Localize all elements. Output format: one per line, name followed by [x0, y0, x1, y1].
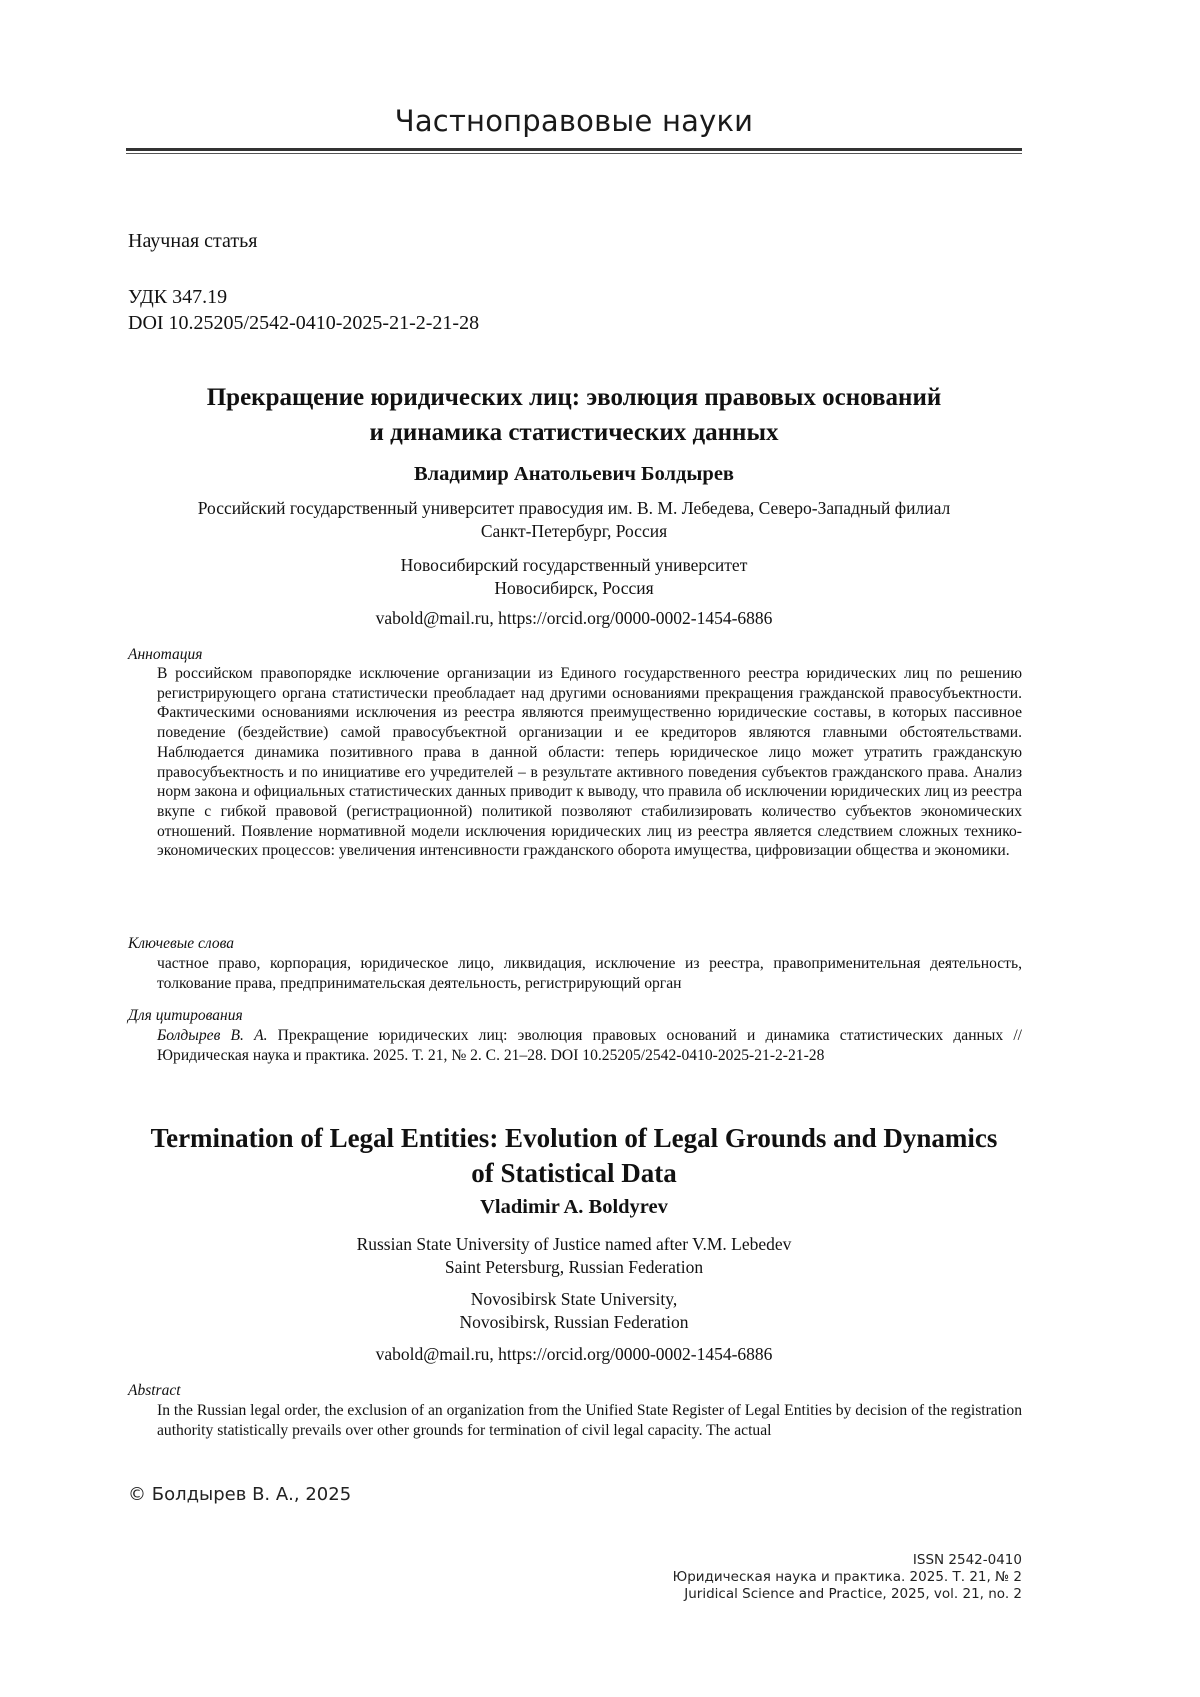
- title-en-line2: of Statistical Data: [471, 1158, 677, 1188]
- author-ru: Владимир Анатольевич Болдырев: [413, 463, 734, 485]
- affiliation-en-2-line2: Novosibirsk, Russian Federation: [459, 1312, 689, 1332]
- doi: DOI 10.25205/2542-0410-2025-21-2-21-28: [128, 312, 480, 334]
- abstract-en-label: Abstract: [128, 1382, 181, 1399]
- keywords-ru: частное право, корпорация, юридическое лицо, ликвидация, исключение из реестра, правоприменительная деятельность, толкование права, предпринимательская деятельность, регистрирующий орган: [157, 955, 1022, 992]
- affiliation-ru-2-line2: Новосибирск, Россия: [494, 578, 654, 598]
- affiliation-ru-1-line1: Российский государственный университет правосудия им. В. М. Лебедева, Северо-Западный филиал: [197, 498, 951, 518]
- article-type: Научная статья: [128, 230, 258, 252]
- copyright: © Болдырев В. А., 2025: [128, 1484, 352, 1505]
- issn: ISSN 2542-0410: [912, 1552, 1022, 1568]
- affiliation-en-1-line2: Saint Petersburg, Russian Federation: [444, 1257, 704, 1277]
- citation: [157, 1026, 1022, 1065]
- title-en: [126, 1121, 1022, 1191]
- author-en: Vladimir A. Boldyrev: [480, 1196, 668, 1218]
- journal-en: Juridical Science and Practice, 2025, vol. 21, no. 2: [684, 1586, 1022, 1602]
- affiliation-ru-1: [126, 497, 1022, 543]
- contact-en: vabold@mail.ru, https://orcid.org/0000-0002-1454-6886: [375, 1344, 773, 1364]
- affiliation-en-2: [126, 1288, 1022, 1334]
- contact-ru: vabold@mail.ru, https://orcid.org/0000-0002-1454-6886: [375, 608, 773, 628]
- citation-text: Прекращение юридических лиц: эволюция правовых оснований и динамика статистических данных // Юридическая наука и практика. 2025. Т. 21, № 2. С. 21–28. DOI 10.25205/2542-0410-2025-21-2-21-28: [157, 1027, 1022, 1064]
- section-header: Частноправовые науки: [394, 104, 754, 138]
- citation-label: Для цитирования: [128, 1007, 243, 1024]
- header-rule-thick: [126, 148, 1022, 151]
- keywords-ru-label: Ключевые слова: [128, 935, 234, 952]
- udk: УДК 347.19: [128, 286, 228, 308]
- affiliation-ru-2: [126, 554, 1022, 600]
- abstract-ru-label: Аннотация: [128, 646, 203, 663]
- affiliation-en-2-line1: Novosibirsk State University,: [470, 1289, 678, 1309]
- title-ru-line1: Прекращение юридических лиц: эволюция правовых оснований: [206, 384, 942, 411]
- affiliation-ru-2-line1: Новосибирский государственный университет: [400, 555, 748, 575]
- abstract-en: In the Russian legal order, the exclusion of an organization from the Unified State Register of Legal Entities by decision of the registration authority statistically prevails over other grounds for termination of civil legal capacity. The actual: [157, 1402, 1022, 1439]
- affiliation-en-1: [126, 1233, 1022, 1279]
- title-ru-line2: и динамика статистических данных: [369, 419, 779, 446]
- title-ru: [126, 380, 1022, 450]
- affiliation-en-1-line1: Russian State University of Justice named after V.M. Lebedev: [356, 1234, 792, 1254]
- citation-author: Болдырев В. А.: [157, 1027, 268, 1044]
- header-rule-thin: [126, 153, 1022, 154]
- journal-info: [673, 1552, 1022, 1603]
- journal-ru: Юридическая наука и практика. 2025. Т. 21, № 2: [672, 1569, 1022, 1585]
- title-en-line1: Termination of Legal Entities: Evolution of Legal Grounds and Dynamics: [150, 1123, 998, 1153]
- abstract-ru: В российском правопорядке исключение организации из Единого государственного реестра юридических лиц по решению регистрирующего органа статистически преобладает над другими основаниями прекращения гражданской правосубъектности. Фактическими основаниями исключения из реестра являются преимущественно юридические составы, в которых пассивное поведение (бездействие) самой правосубъектной организации и ее кредиторов являются главными обстоятельствами. Наблюдается динамика позитивного права в данной области: теперь юридическое лицо может утратить гражданскую правосубъектность и по инициативе его учредителей – в результате активного поведения субъектов гражданского права. Анализ норм закона и официальных статистических данных приводит к выводу, что правила об исключении юридических лиц из реестра вкупе с гибкой правовой (регистрационной) политикой позволяют стабилизировать количество субъектов экономических отношений. Появление нормативной модели исключения юридических лиц из реестра является следствием сложных технико-экономических процессов: увеличения интенсивности гражданского оборота имущества, цифровизации общества и экономики.: [157, 665, 1022, 860]
- affiliation-ru-1-line2: Санкт-Петербург, Россия: [480, 521, 668, 541]
